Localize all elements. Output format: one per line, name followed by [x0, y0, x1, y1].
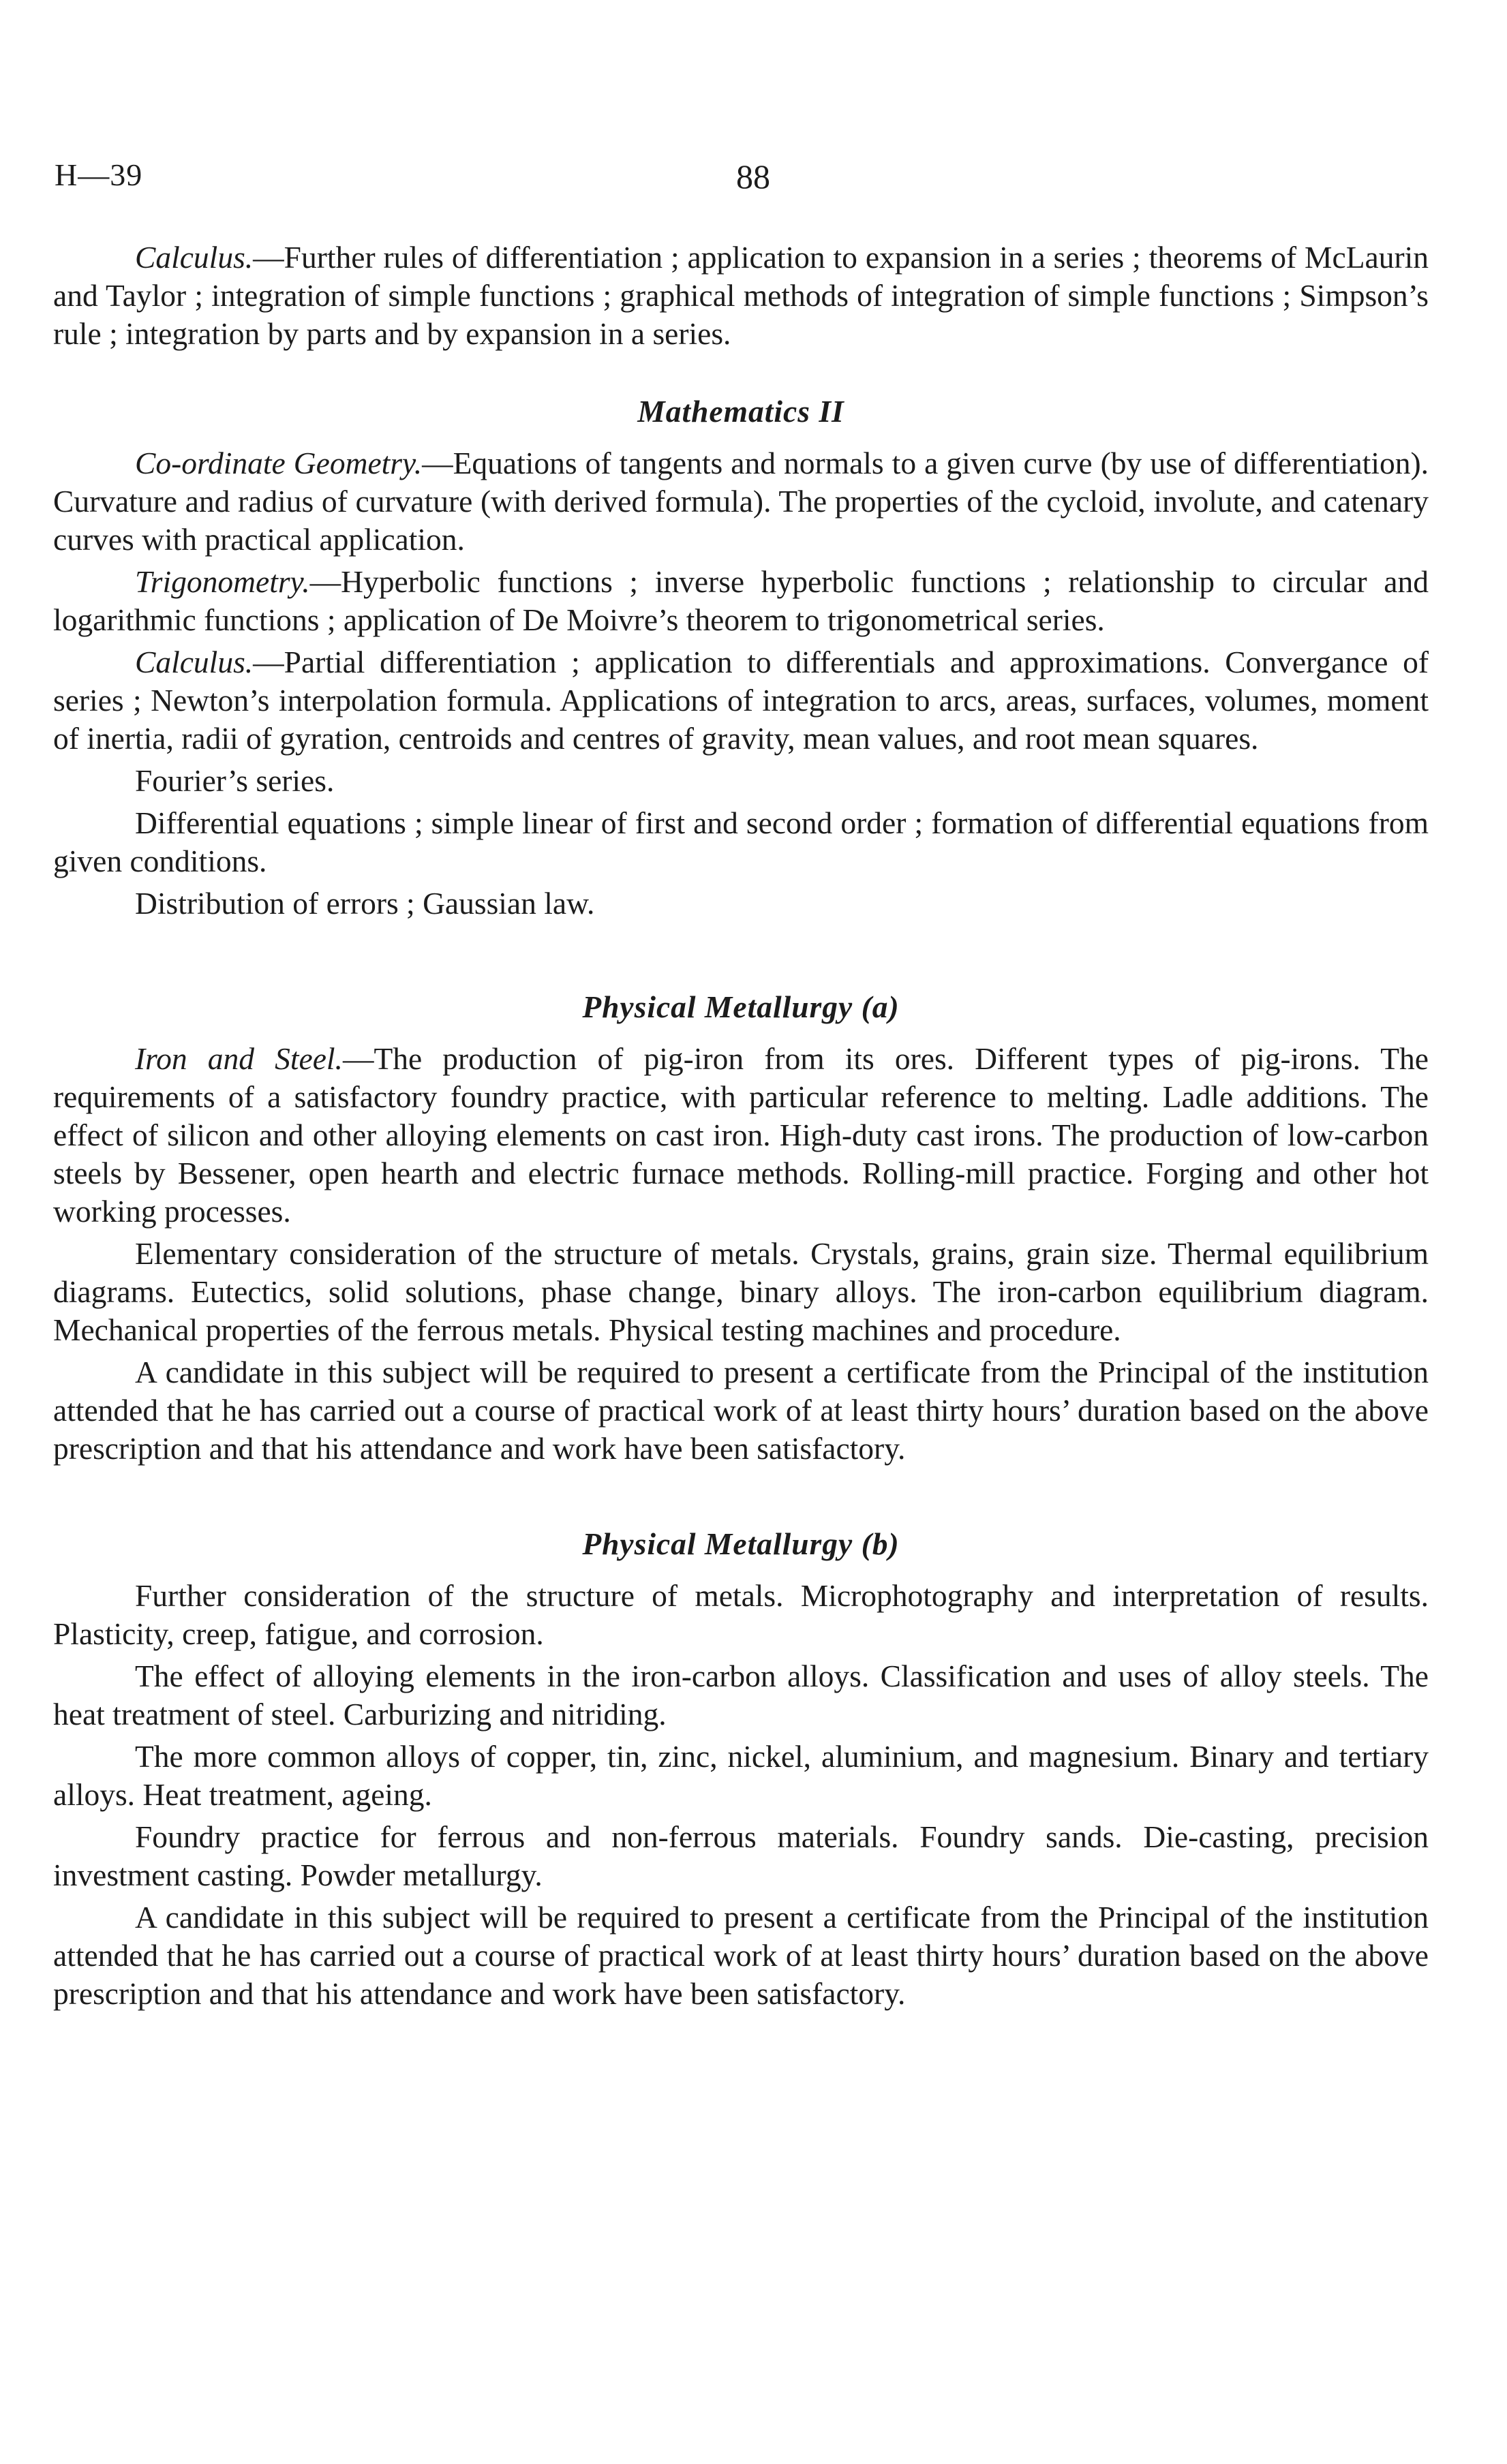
foundry-paragraph: Foundry practice for ferrous and non-ferrous materials. Foundry sands. Die-casting, precision investment casting. Powder metallurgy.	[53, 1819, 1429, 1892]
paragraph-lead: Co-ordinate Geometry.	[135, 446, 423, 480]
section-mathematics-ii	[53, 392, 1429, 923]
differential-equations-paragraph: Differential equations ; simple linear of first and second order ; formation of differential equations from given conditions.	[53, 805, 1429, 878]
paragraph-lead: Trigonometry.	[135, 564, 310, 599]
structure-paragraph: Further consideration of the structure of metals. Microphotography and interpretation of results. Plasticity, creep, fatigue, and corrosion.	[53, 1578, 1429, 1651]
section-physical-metallurgy-a	[53, 988, 1429, 1468]
paragraph-text: —Further rules of differentiation ; application to expansion in a series ; theorems of McLaurin and Taylor ; integration of simple functions ; graphical methods of integration of simple functions ; Simpson’s rule ; integration by parts and by expansion in a series.	[53, 240, 1429, 351]
paragraph-text: —Partial differentiation ; application to differentials and approximations. Convergance of series ; Newton’s interpolation formula. Applications of integration to arcs, areas, surfaces, volumes, moment of inertia, radii of gyration, centroids and centres of gravity, mean values, and root mean squares.	[53, 645, 1429, 756]
paragraph-text: —Equations of tangents and normals to a given curve (by use of differentiation). Curvature and radius of curvature (with derived formula). The properties of the cycloid, involute, and catenary curves with practical application.	[53, 446, 1429, 557]
section-heading: Physical Metallurgy (b)	[582, 1526, 900, 1561]
section-heading: Physical Metallurgy (a)	[582, 989, 900, 1024]
alloying-paragraph: The effect of alloying elements in the iron-carbon alloys. Classification and uses of alloy steels. The heat treatment of steel. Carburizing and nitriding.	[53, 1659, 1429, 1731]
page-header	[55, 157, 1431, 204]
page-body	[53, 238, 1429, 2017]
paragraph-lead: Iron and Steel.	[135, 1041, 343, 1076]
paragraph-text: —The production of pig-iron from its ores. Different types of pig-irons. The requirements of a satisfactory foundry practice, with particular reference to melting. Ladle additions. The effect of silicon and other alloying elements on cast iron. High-duty cast irons. The production of low-carbon steels by Bessener, open hearth and electric furnace methods. Rolling-mill practice. Forging and other hot working processes.	[53, 1041, 1429, 1229]
distribution-paragraph: Distribution of errors ; Gaussian law.	[135, 886, 595, 921]
calculus-intro-paragraph	[53, 238, 1429, 353]
iron-steel-paragraph	[53, 1040, 1429, 1231]
certificate-paragraph: A candidate in this subject will be required to present a certificate from the Principal of the institution attended that he has carried out a course of practical work of at least thirty hours’ duration based on the above prescription and that his attendance and work have been satisfactory.	[53, 1355, 1429, 1466]
paragraph-lead: Calculus.	[135, 645, 254, 679]
section-physical-metallurgy-b	[53, 1525, 1429, 2013]
paragraph-text: —Hyperbolic functions ; inverse hyperbolic functions ; relationship to circular and logarithmic functions ; application of De Moivre’s theorem to trigonometrical series.	[53, 564, 1429, 637]
trigonometry-paragraph	[53, 563, 1429, 639]
calculus-paragraph	[53, 643, 1429, 758]
coordinate-geometry-paragraph	[53, 444, 1429, 559]
fourier-paragraph: Fourier’s series.	[135, 763, 335, 798]
alloys-paragraph: The more common alloys of copper, tin, zinc, nickel, aluminium, and magnesium. Binary and tertiary alloys. Heat treatment, ageing.	[53, 1739, 1429, 1812]
certificate-paragraph: A candidate in this subject will be required to present a certificate from the Principal of the institution attended that he has carried out a course of practical work of at least thirty hours’ duration based on the above prescription and that his attendance and work have been satisfactory.	[53, 1900, 1429, 2011]
structure-paragraph: Elementary consideration of the structure of metals. Crystals, grains, grain size. Thermal equilibrium diagrams. Eutectics, solid solutions, phase change, binary alloys. The iron-carbon equilibrium diagram. Mechanical properties of the ferrous metals. Physical testing machines and procedure.	[53, 1236, 1429, 1347]
paragraph-lead: Calculus.	[135, 240, 254, 275]
document-code: H—39	[55, 157, 143, 192]
page-number: 88	[736, 157, 770, 196]
section-heading: Mathematics II	[637, 394, 844, 429]
